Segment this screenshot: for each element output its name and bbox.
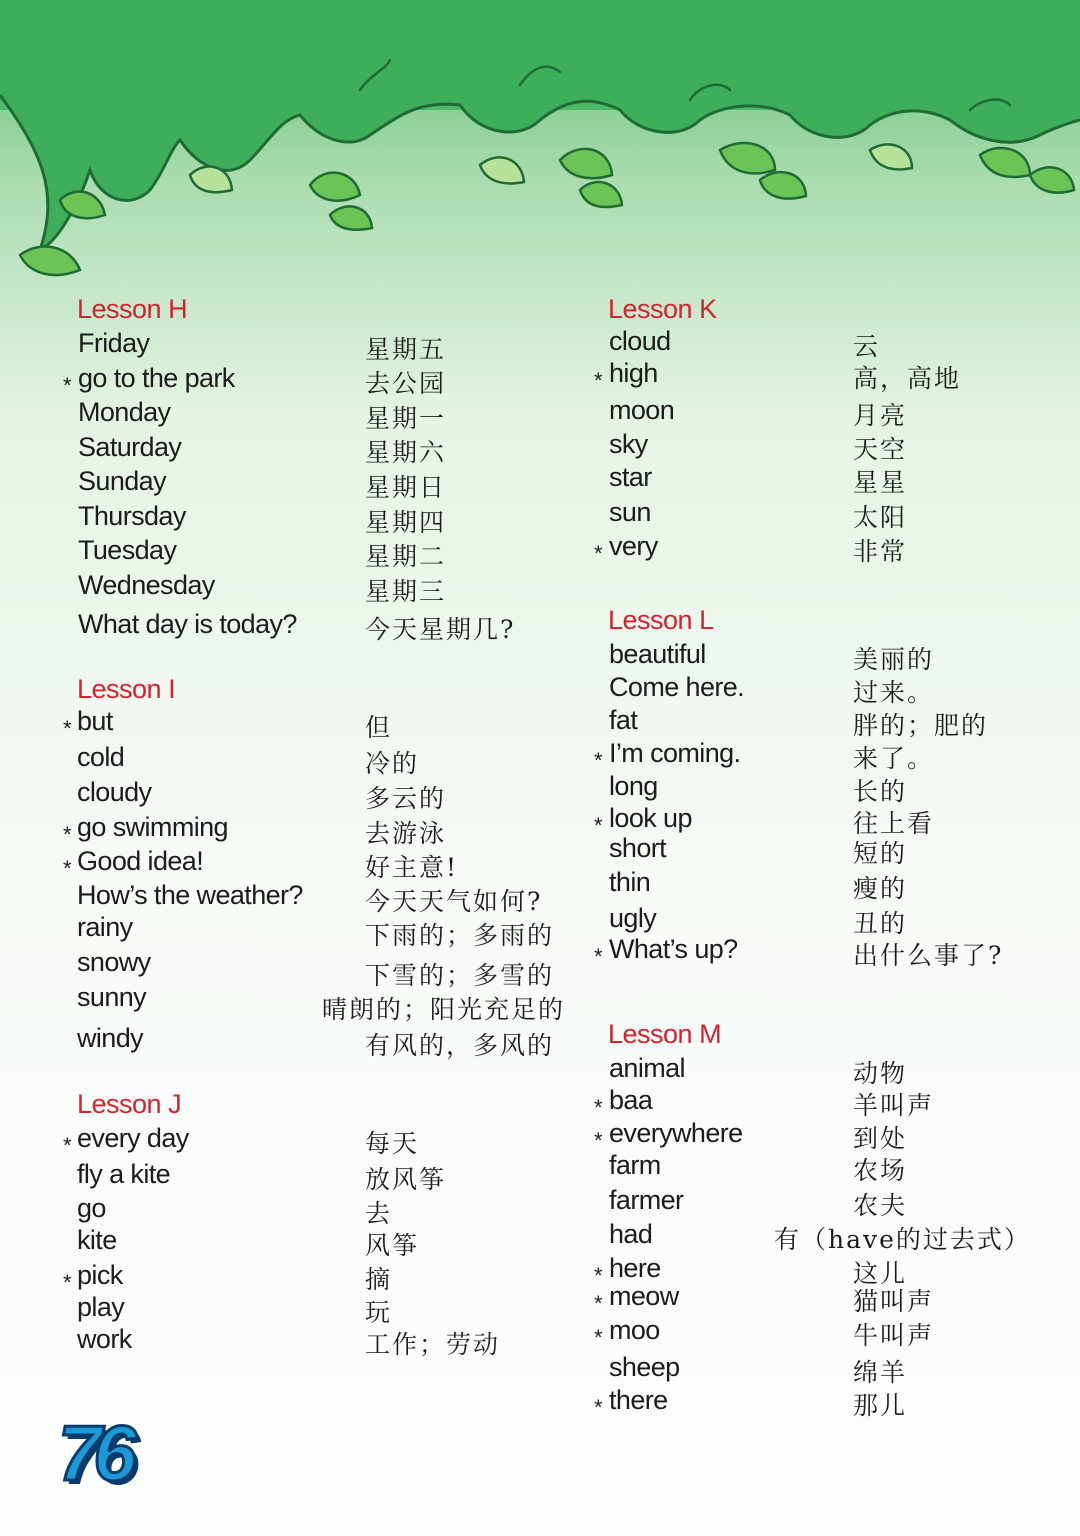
star-marker: * — [63, 716, 72, 741]
star-marker: * — [594, 541, 603, 566]
chinese-meaning: 下雪的；多雪的 — [365, 961, 555, 990]
english-word: go — [77, 1193, 106, 1223]
star-marker: * — [63, 1270, 72, 1295]
lesson-m-title: Lesson M — [608, 1019, 722, 1049]
star-marker: * — [63, 373, 72, 398]
chinese-meaning: 牛叫声 — [853, 1321, 935, 1350]
chinese-meaning: 过来。 — [853, 678, 935, 707]
english-word: star — [609, 462, 652, 492]
english-word: thin — [609, 867, 651, 897]
star-marker: * — [63, 856, 72, 881]
chinese-meaning: 工作；劳动 — [365, 1330, 501, 1359]
chinese-meaning: 出什么事了? — [853, 941, 1004, 970]
chinese-meaning: 今天星期几? — [365, 615, 516, 644]
chinese-meaning: 月亮 — [853, 401, 908, 430]
chinese-meaning: 星期日 — [365, 473, 447, 502]
chinese-meaning: 今天天气如何? — [365, 887, 543, 916]
chinese-meaning: 美丽的 — [853, 645, 935, 674]
english-word: moon — [609, 395, 675, 425]
english-word: Saturday — [78, 432, 182, 462]
chinese-meaning: 农场 — [853, 1156, 908, 1185]
english-word: Tuesday — [78, 535, 177, 565]
chinese-meaning: 有（have的过去式） — [774, 1225, 1031, 1254]
lesson-i-title: Lesson I — [77, 674, 176, 704]
english-word: Wednesday — [78, 570, 215, 600]
chinese-meaning: 动物 — [853, 1059, 908, 1088]
chinese-meaning: 放风筝 — [365, 1165, 447, 1194]
english-word: go swimming — [77, 812, 228, 842]
chinese-meaning: 星期六 — [365, 438, 447, 467]
chinese-meaning: 有风的，多风的 — [365, 1031, 555, 1060]
chinese-meaning: 到处 — [853, 1124, 908, 1153]
star-marker: * — [594, 944, 603, 969]
english-word: cold — [77, 742, 125, 772]
chinese-meaning: 风筝 — [365, 1231, 420, 1260]
english-word: cloud — [609, 326, 671, 356]
star-marker: * — [594, 1291, 603, 1316]
english-word: I’m coming. — [609, 738, 741, 768]
english-word: What’s up? — [609, 934, 738, 964]
star-marker: * — [594, 813, 603, 838]
english-word: animal — [609, 1053, 685, 1083]
english-word: rainy — [77, 912, 133, 942]
english-word: Come here. — [609, 672, 745, 702]
star-marker: * — [63, 822, 72, 847]
english-word: sheep — [609, 1352, 680, 1382]
chinese-meaning: 长的 — [853, 777, 908, 806]
english-word: snowy — [77, 947, 151, 977]
chinese-meaning: 高，高地 — [853, 364, 962, 393]
english-word: but — [77, 706, 113, 736]
english-word: How’s the weather? — [77, 880, 303, 910]
star-marker: * — [594, 1395, 603, 1420]
english-word: short — [609, 833, 667, 863]
chinese-meaning: 多云的 — [365, 784, 447, 813]
english-word: cloudy — [77, 777, 152, 807]
star-marker: * — [63, 1133, 72, 1158]
english-word: Monday — [78, 397, 171, 427]
chinese-meaning: 来了。 — [853, 744, 935, 773]
english-word: go to the park — [78, 363, 235, 393]
english-word: kite — [77, 1225, 117, 1255]
chinese-meaning: 每天 — [365, 1129, 420, 1158]
english-word: farm — [609, 1150, 661, 1180]
english-word: every day — [77, 1123, 189, 1153]
chinese-meaning: 摘 — [365, 1265, 393, 1294]
english-word: work — [77, 1324, 132, 1354]
chinese-meaning: 云 — [853, 332, 881, 361]
chinese-meaning: 但 — [365, 713, 393, 742]
chinese-meaning: 丑的 — [853, 909, 908, 938]
english-word: look up — [609, 803, 692, 833]
chinese-meaning: 太阳 — [853, 503, 908, 532]
english-word: Thursday — [78, 501, 186, 531]
foliage-decoration — [0, 0, 1080, 310]
chinese-meaning: 玩 — [365, 1298, 393, 1327]
english-word: ugly — [609, 903, 657, 933]
english-word: sky — [609, 429, 648, 459]
english-word: What day is today? — [78, 609, 297, 639]
chinese-meaning: 星期一 — [365, 404, 447, 433]
chinese-meaning: 绵羊 — [853, 1358, 908, 1387]
english-word: Friday — [78, 328, 150, 358]
english-word: fly a kite — [77, 1159, 171, 1189]
english-word: everywhere — [609, 1118, 743, 1148]
chinese-meaning: 农夫 — [853, 1191, 908, 1220]
chinese-meaning: 猫叫声 — [853, 1287, 935, 1316]
english-word: had — [609, 1219, 653, 1249]
chinese-meaning: 去公园 — [365, 369, 447, 398]
english-word: sunny — [77, 982, 147, 1012]
chinese-meaning: 星期四 — [365, 508, 447, 537]
star-marker: * — [594, 1263, 603, 1288]
chinese-meaning: 星期三 — [365, 577, 447, 606]
chinese-meaning: 冷的 — [365, 749, 420, 778]
chinese-meaning: 瘦的 — [853, 874, 908, 903]
lesson-k-title: Lesson K — [608, 294, 717, 324]
chinese-meaning: 星星 — [853, 468, 908, 497]
lesson-h-title: Lesson H — [77, 294, 188, 324]
english-word: very — [609, 531, 658, 561]
chinese-meaning: 胖的；肥的 — [853, 711, 989, 740]
chinese-meaning: 去游泳 — [365, 819, 447, 848]
english-word: there — [609, 1385, 668, 1415]
english-word: here — [609, 1253, 661, 1283]
star-marker: * — [594, 748, 603, 773]
english-word: play — [77, 1292, 125, 1322]
chinese-meaning: 星期五 — [365, 335, 447, 364]
chinese-meaning: 非常 — [853, 537, 908, 566]
english-word: long — [609, 771, 658, 801]
page-number: 76 — [58, 1409, 129, 1497]
english-word: sun — [609, 497, 651, 527]
chinese-meaning: 往上看 — [853, 809, 935, 838]
chinese-meaning: 去 — [365, 1199, 393, 1228]
english-word: high — [609, 358, 658, 388]
chinese-meaning: 天空 — [853, 435, 908, 464]
chinese-meaning: 短的 — [853, 839, 908, 868]
english-word: fat — [609, 705, 638, 735]
lesson-j-title: Lesson J — [77, 1089, 182, 1119]
english-word: meow — [609, 1281, 679, 1311]
chinese-meaning: 那儿 — [853, 1391, 908, 1420]
chinese-meaning: 星期二 — [365, 542, 447, 571]
english-word: windy — [77, 1023, 144, 1053]
english-word: moo — [609, 1315, 660, 1345]
chinese-meaning: 晴朗的；阳光充足的 — [321, 995, 565, 1024]
lesson-l-title: Lesson L — [608, 605, 714, 635]
star-marker: * — [594, 1325, 603, 1350]
star-marker: * — [594, 1128, 603, 1153]
star-marker: * — [594, 1095, 603, 1120]
english-word: baa — [609, 1085, 653, 1115]
star-marker: * — [594, 368, 603, 393]
english-word: Good idea! — [77, 846, 204, 876]
chinese-meaning: 下雨的；多雨的 — [365, 921, 555, 950]
chinese-meaning: 羊叫声 — [853, 1091, 935, 1120]
english-word: farmer — [609, 1185, 684, 1215]
english-word: Sunday — [78, 466, 166, 496]
english-word: beautiful — [609, 639, 706, 669]
chinese-meaning: 好主意! — [365, 853, 459, 882]
english-word: pick — [77, 1260, 123, 1290]
chinese-meaning: 这儿 — [853, 1259, 908, 1288]
